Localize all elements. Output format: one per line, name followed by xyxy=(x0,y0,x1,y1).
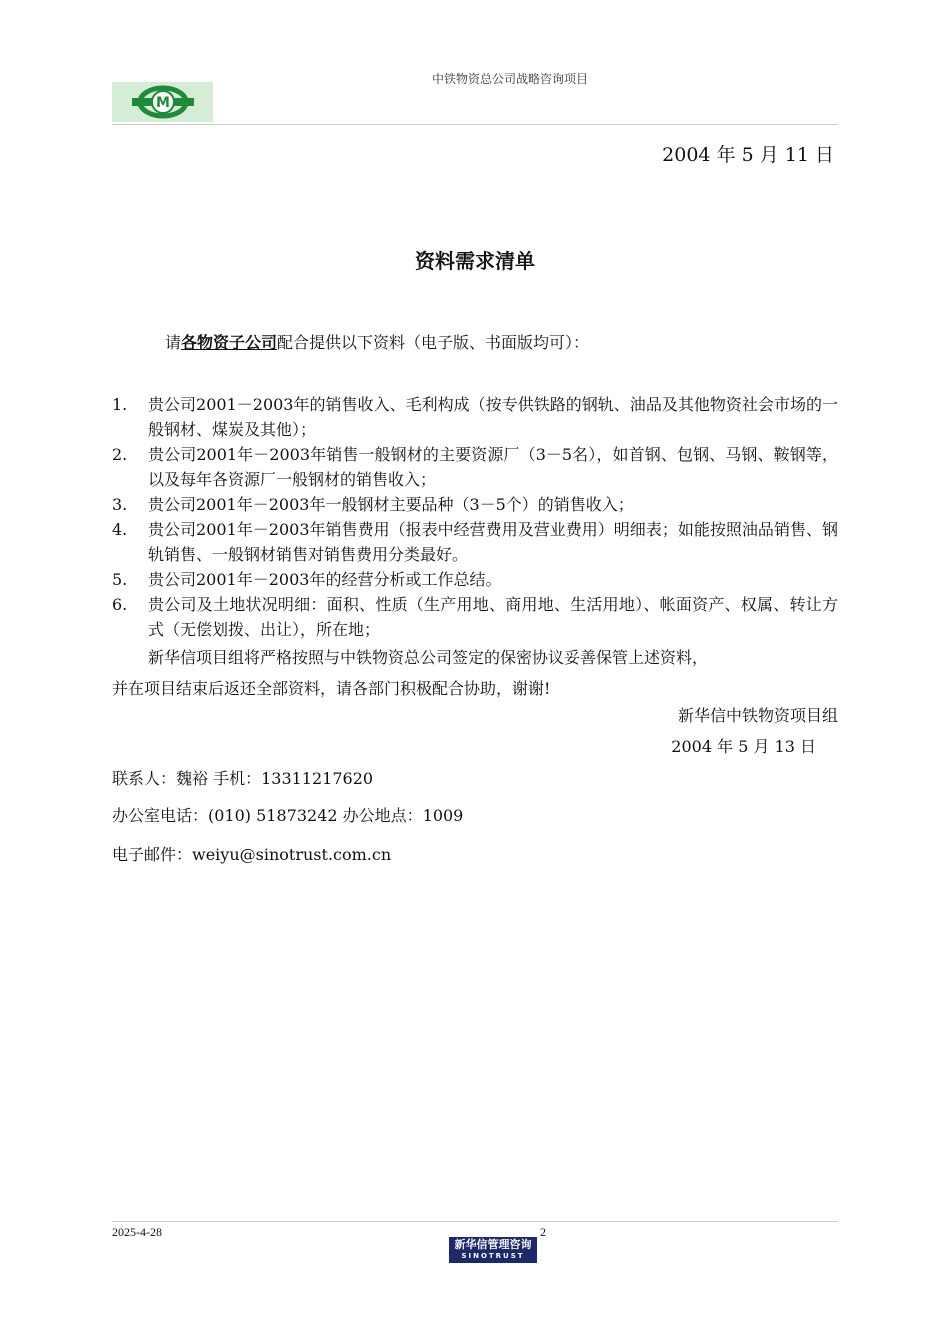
header-title: 中铁物资总公司战略咨询项目 xyxy=(431,72,588,86)
contact-person: 联系人：魏裕 手机：13311217620 xyxy=(112,769,374,788)
intro-underlined-target: 各物资子公司 xyxy=(181,333,278,352)
list-item-number: 4. xyxy=(112,520,128,539)
footer-logo-en: SINOTRUST xyxy=(461,1252,525,1260)
footer-divider xyxy=(112,1221,838,1222)
list-item-number: 6. xyxy=(112,595,128,614)
closing-line-2: 并在项目结束后返还全部资料，请各部门积极配合协助，谢谢! xyxy=(112,679,551,698)
closing-paragraph xyxy=(112,642,838,704)
list-item xyxy=(112,492,838,517)
list-item-number: 5. xyxy=(112,570,128,589)
list-item-text: 贵公司2001－2003年的销售收入、毛利构成（按专供铁路的钢轨、油品及其他物资社会市场的一般钢材、煤炭及其他）； xyxy=(148,395,838,439)
list-item-text: 贵公司2001年－2003年销售一般钢材的主要资源厂（3－5名），如首钢、包钢、马钢、鞍钢等，以及每年各资源厂一般钢材的销售收入； xyxy=(148,445,838,489)
company-logo xyxy=(112,82,213,122)
intro-prefix: 请 xyxy=(165,333,182,352)
list-item-number: 1. xyxy=(112,395,128,414)
signature-organization: 新华信中铁物资项目组 xyxy=(677,706,838,725)
list-item-text: 贵公司2001年－2003年的经营分析或工作总结。 xyxy=(148,570,502,589)
contact-office: 办公室电话：(010) 51873242 办公地点：1009 xyxy=(112,806,464,825)
footer-date: 2025-4-28 xyxy=(112,1225,162,1239)
list-item-text: 贵公司及土地状况明细：面积、性质（生产用地、商用地、生活用地）、帐面资产、权属、转让方式（无偿划拨、出让），所在地； xyxy=(148,595,838,639)
closing-line-1: 新华信项目组将严格按照与中铁物资总公司签定的保密协议妥善保管上述资料， xyxy=(148,648,709,667)
list-item-text: 贵公司2001年－2003年销售费用（报表中经营费用及营业费用）明细表；如能按照油品销售、钢轨销售、一般钢材销售对销售费用分类最好。 xyxy=(148,520,838,564)
footer-logo-cn: 新华信管理咨询 xyxy=(454,1238,532,1251)
logo-letter: M xyxy=(156,95,170,111)
logo-emblem-icon xyxy=(112,82,213,122)
request-list xyxy=(112,392,838,642)
page-number: 2 xyxy=(540,1225,546,1239)
header-divider xyxy=(112,124,838,125)
contact-email: 电子邮件：weiyu@sinotrust.com.cn xyxy=(112,845,392,864)
signature-date: 2004 年 5 月 13 日 xyxy=(671,737,816,756)
list-item-text: 贵公司2001年－2003年一般钢材主要品种（3－5个）的销售收入； xyxy=(148,495,634,514)
list-item xyxy=(112,567,838,592)
top-date: 2004 年 5 月 11 日 xyxy=(662,144,834,166)
intro-suffix: 配合提供以下资料（电子版、书面版均可）： xyxy=(277,333,590,352)
list-item xyxy=(112,517,838,567)
list-item xyxy=(112,592,838,642)
list-item-number: 2. xyxy=(112,445,128,464)
list-item xyxy=(112,392,838,442)
sinotrust-logo xyxy=(449,1237,537,1263)
intro-paragraph xyxy=(165,330,589,353)
list-item xyxy=(112,442,838,492)
document-title: 资料需求清单 xyxy=(415,249,535,273)
list-item-number: 3. xyxy=(112,495,128,514)
